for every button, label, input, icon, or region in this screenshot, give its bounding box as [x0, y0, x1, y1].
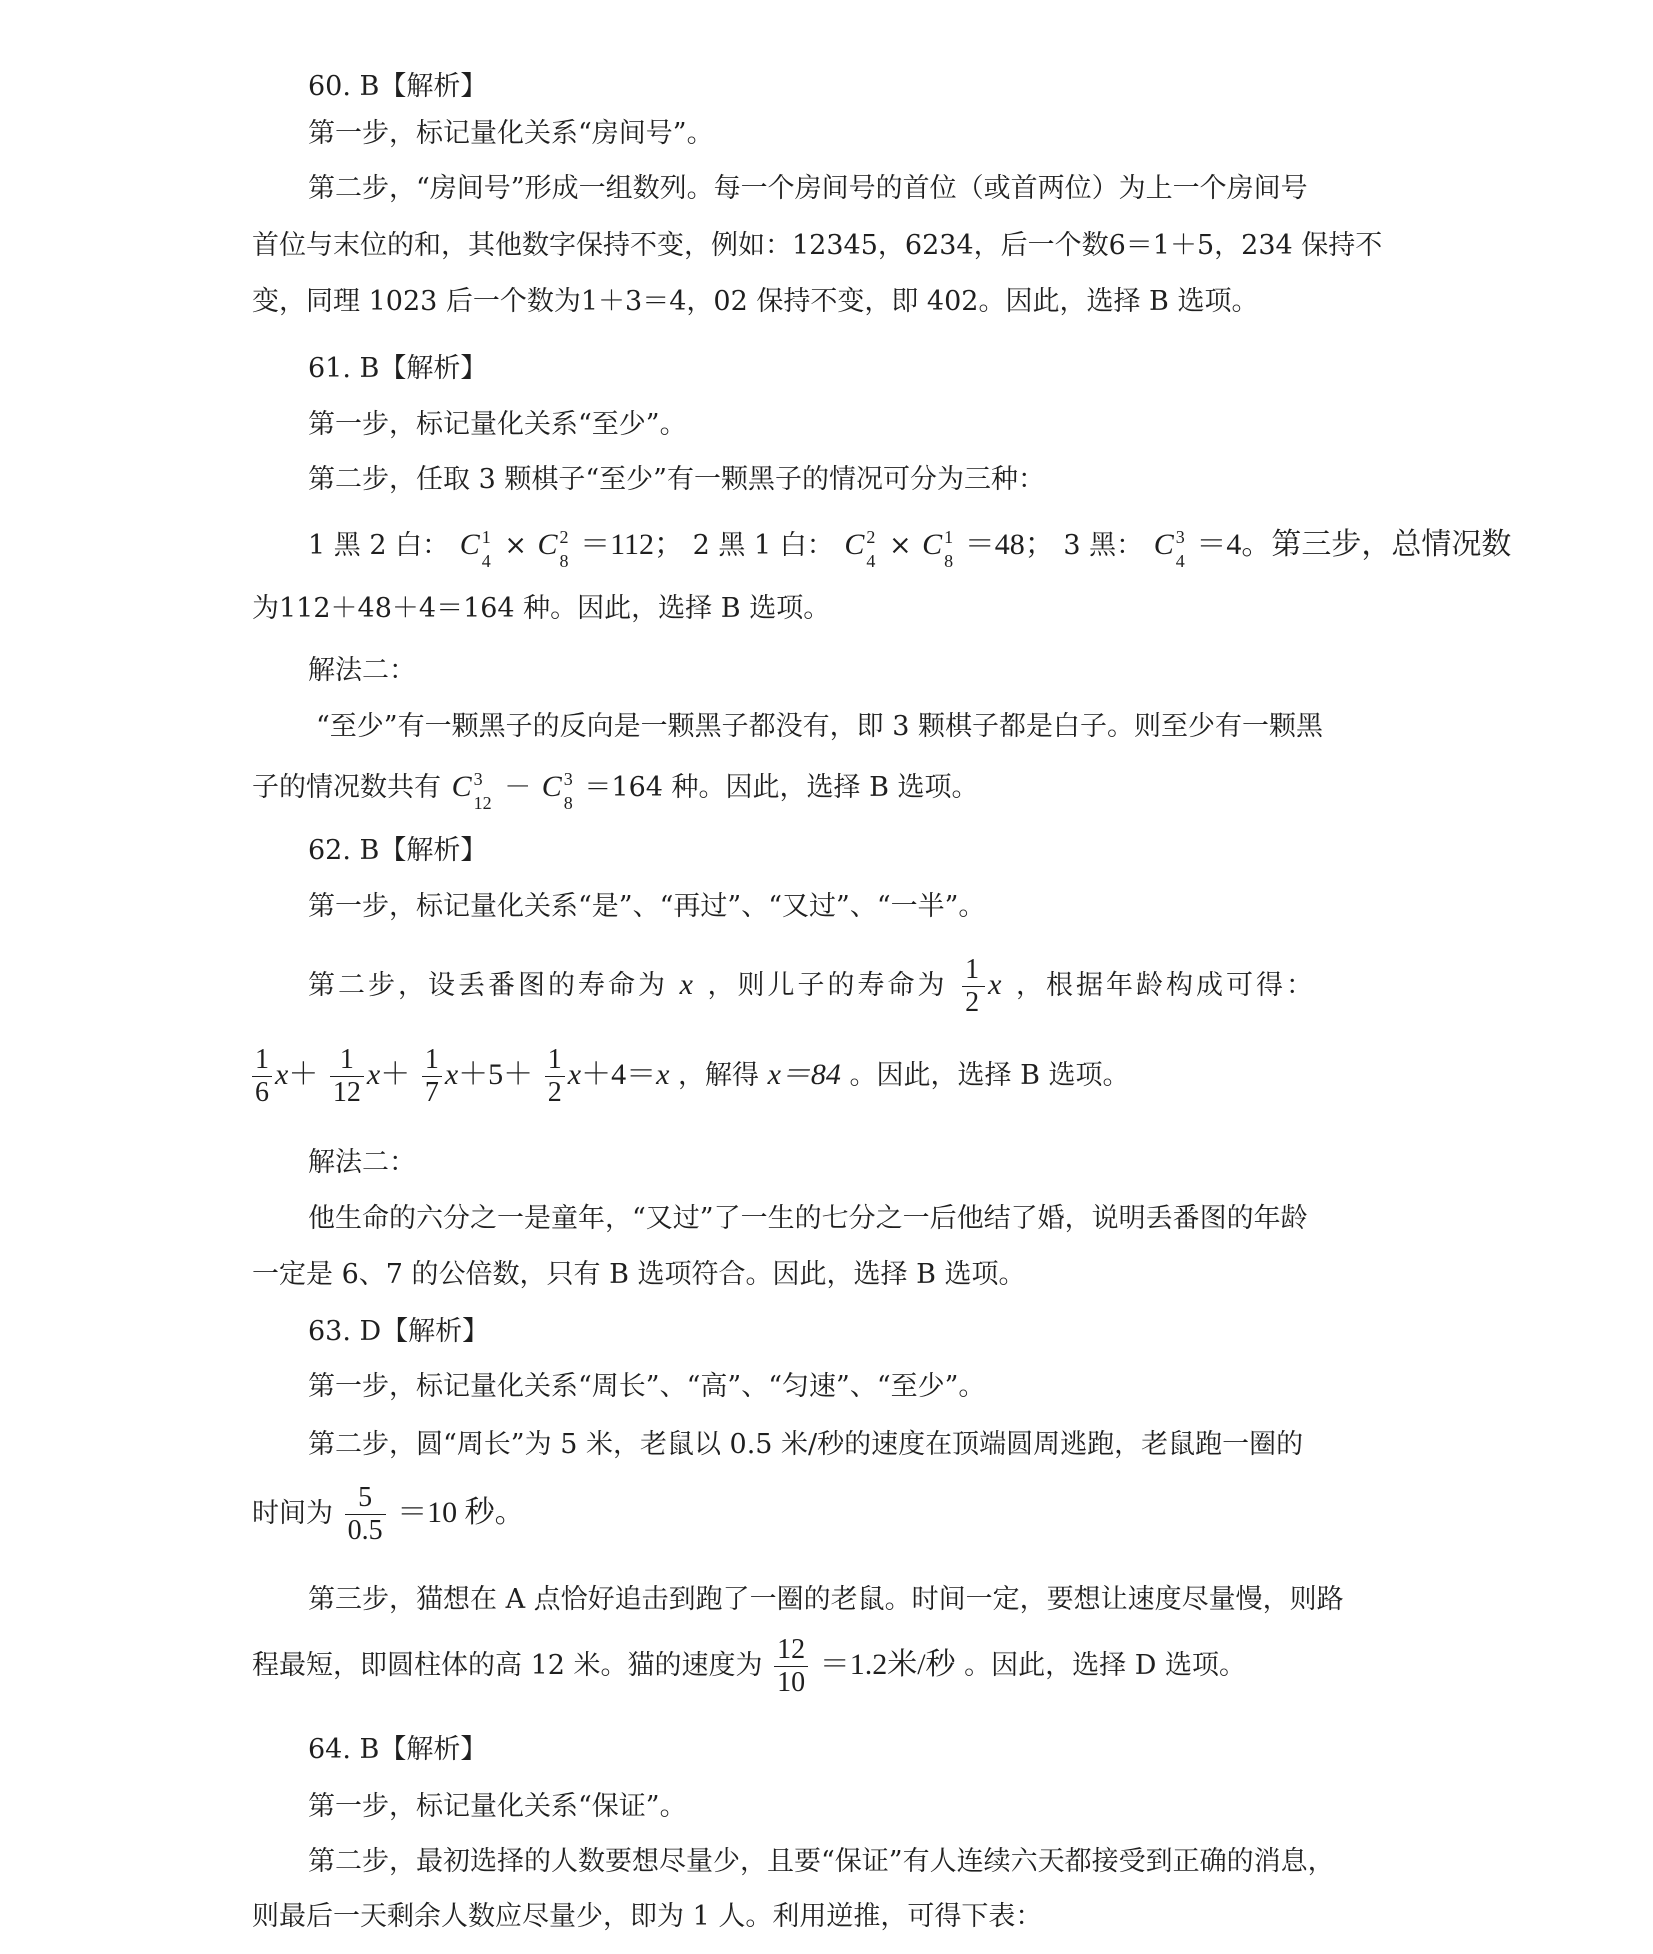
q60-step1: 第一步，标记量化关系“房间号”。: [308, 118, 714, 149]
q62-alt-line1: 他生命的六分之一是童年，“又过”了一生的七分之一后他结了婚，说明丢番图的年龄: [308, 1203, 1308, 1234]
case1-value: ＝112；: [580, 528, 685, 561]
q63-step2-line2: 时间为 $\frac{5}{0.5}$ ＝10 秒。: [252, 1482, 525, 1546]
q61-alt-heading: 解法二：: [308, 655, 416, 686]
q60-step2-line1: 第二步，“房间号”形成一组数列。每一个房间号的首位（或首两位）为上一个房间号: [308, 173, 1308, 204]
case2-label: 2 黑 1 白：: [692, 530, 834, 561]
q61-total: 为112＋48＋4＝164 种。因此，选择 B 选项。: [252, 593, 831, 624]
comb-c8-3: C 3 8: [541, 769, 573, 813]
times-sign: ×: [504, 530, 527, 561]
comb-c8-1: C 1 8: [922, 527, 954, 571]
q61-step2: 第二步，任取 3 颗棋子“至少”有一颗黑子的情况可分为三种：: [308, 464, 1045, 495]
q62-alt-heading: 解法二：: [308, 1147, 416, 1178]
case3-label: 3 黑：: [1063, 530, 1144, 561]
fraction-1-6: $\frac{1}{6}$: [252, 1044, 272, 1109]
q60-heading: 60. B【解析】: [308, 71, 488, 102]
q64-step1: 第一步，标记量化关系“保证”。: [308, 1791, 687, 1822]
q61-cases-line: [308, 527, 1512, 571]
q63-step2-line1: 第二步，圆“周长”为 5 米，老鼠以 0.5 米/秒的速度在顶端圆周逃跑，老鼠跑一圈的: [308, 1429, 1304, 1460]
q63-step3-line1: 第三步，猫想在 A 点恰好追击到跑了一圈的老鼠。时间一定，要想让速度尽量慢，则路: [308, 1584, 1344, 1615]
comb-c8-2: C 2 8: [537, 527, 569, 571]
comb-c4-1: C 1 4: [459, 527, 491, 571]
q62-step2: 第二步，设丢番图的寿命为 x ，则儿子的寿命为 $\frac{1}{2}$ x ，根据年龄构成可得：: [308, 954, 1317, 1018]
q63-heading: 63. D【解析】: [308, 1316, 490, 1347]
q62-result: x＝84: [767, 1058, 841, 1091]
q61-alt-line2: 子的情况数共有 C 3 12 － C 3 8 ＝164 种。因此，选择 B 选项。: [252, 769, 979, 813]
fraction-5-over-0.5: $\frac{5}{0.5}$: [345, 1482, 386, 1547]
q62-equation: $\frac{1}{6}$ x＋ $\frac{1}{12}$ x＋ $\frac{1}{7}$ x＋5＋ $\frac{1}{2}$ x＋4＝x ，解得 x＝84 。因此，选择 B 选项。: [252, 1040, 1130, 1112]
comb-c4-3: C 3 4: [1153, 527, 1185, 571]
case2-value: ＝48；: [964, 528, 1055, 561]
q63-step1: 第一步，标记量化关系“周长”、“高”、“匀速”、“至少”。: [308, 1371, 986, 1402]
case1-label: 1 黑 2 白：: [308, 530, 450, 561]
fraction-half: $\frac{1}{2}$: [962, 954, 985, 1019]
q62-step1: 第一步，标记量化关系“是”、“再过”、“又过”、“一半”。: [308, 891, 986, 922]
q61-heading: 61. B【解析】: [308, 353, 488, 384]
q63-step3-line2: 程最短，即圆柱体的高 12 米。猫的速度为 $\frac{12}{10}$ ＝1.2米/秒 。因此，选择 D 选项。: [252, 1634, 1246, 1698]
q60-step2-line2: 首位与末位的和，其他数字保持不变，例如：12345，6234，后一个数6＝1＋5，234 保持不: [252, 230, 1383, 261]
case3-value: ＝4。第三步，总情况数: [1196, 528, 1512, 561]
q60-step2-line3: 变，同理 1023 后一个数为1＋3＝4，02 保持不变，即 402。因此，选择 B 选项。: [252, 286, 1259, 317]
q62-heading: 62. B【解析】: [308, 835, 488, 866]
comb-c4-2: C 2 4: [844, 527, 876, 571]
fraction-12-over-10: $\frac{12}{10}$: [774, 1634, 808, 1699]
q64-step2-line1: 第二步，最初选择的人数要想尽量少，且要“保证”有人连续六天都接受到正确的消息，: [308, 1846, 1335, 1877]
q64-step2-line2: 则最后一天剩余人数应尽量少，即为 1 人。利用逆推，可得下表：: [252, 1901, 1043, 1932]
q61-alt-line1: “至少”有一颗黑子的反向是一颗黑子都没有，即 3 颗棋子都是白子。则至少有一颗黑: [316, 711, 1323, 742]
q61-step1: 第一步，标记量化关系“至少”。: [308, 409, 687, 440]
fraction-1-7: $\frac{1}{7}$: [422, 1044, 442, 1109]
q64-heading: 64. B【解析】: [308, 1734, 488, 1765]
fraction-1-12: $\frac{1}{12}$: [330, 1044, 364, 1109]
q62-alt-line2: 一定是 6、7 的公倍数，只有 B 选项符合。因此，选择 B 选项。: [252, 1259, 1026, 1290]
times-sign: ×: [888, 530, 912, 561]
comb-c12-3: C 3 12: [451, 769, 492, 813]
fraction-1-2: $\frac{1}{2}$: [545, 1044, 565, 1109]
